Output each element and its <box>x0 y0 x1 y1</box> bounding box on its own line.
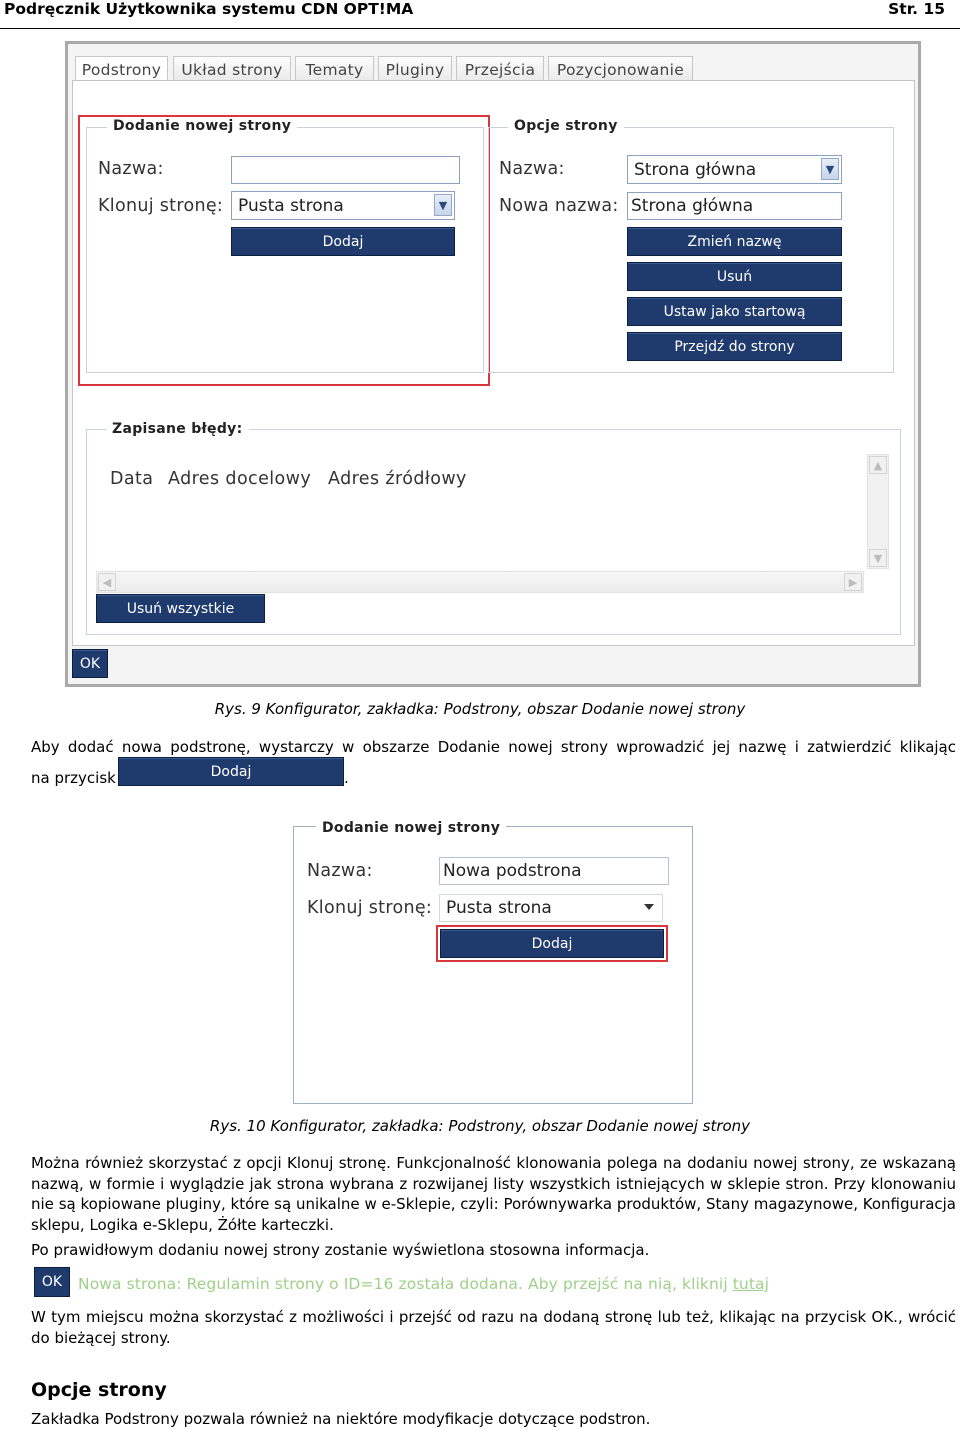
add-button[interactable]: Dodaj <box>231 227 455 256</box>
page-options-legend: Opcje strony <box>508 118 624 134</box>
paragraph-options: Zakładka Podstrony pozwala również na niektóre modyfikacje dotyczące podstron. <box>31 1410 651 1428</box>
page-select-value: Strona główna <box>634 159 757 180</box>
inline-add-button: Dodaj <box>118 757 344 786</box>
add-page-legend-2: Dodanie nowej strony <box>316 820 506 836</box>
column-date[interactable]: Data <box>110 469 154 489</box>
page-number: Str. 15 <box>888 0 945 18</box>
name-input-2[interactable]: Nowa podstrona <box>439 857 669 885</box>
name-label-2: Nazwa: <box>307 861 373 881</box>
rename-button[interactable]: Zmień nazwę <box>627 227 842 256</box>
section-heading: Opcje strony <box>31 1379 167 1401</box>
chevron-down-icon[interactable]: ▼ <box>434 194 452 216</box>
tab-tematy[interactable]: Tematy <box>295 56 374 82</box>
info-message <box>78 1275 769 1293</box>
paragraph-add-page-cont: na przycisk <box>31 769 116 787</box>
info-ok-button[interactable]: OK <box>34 1267 70 1297</box>
tab-pluginy[interactable]: Pluginy <box>378 56 452 82</box>
info-link[interactable]: tutaj <box>732 1275 770 1293</box>
page-select[interactable] <box>627 155 842 184</box>
add-button-2[interactable]: Dodaj <box>440 929 664 958</box>
delete-all-button[interactable]: Usuń wszystkie <box>96 594 265 623</box>
tab-pozycjonowanie[interactable]: Pozycjonowanie <box>548 56 693 82</box>
name-label: Nazwa: <box>98 159 164 179</box>
delete-button[interactable]: Usuń <box>627 262 842 291</box>
header-divider <box>0 28 960 29</box>
errors-legend: Zapisane błędy: <box>106 421 249 437</box>
chevron-down-icon[interactable]: ▼ <box>821 158 839 180</box>
vertical-scrollbar[interactable] <box>867 454 889 569</box>
paragraph-navigate: W tym miejscu można skorzystać z możliwości i przejść od razu na dodaną stronę lub też, klikając na przycisk OK., wrócić do bieżącej strony. <box>31 1308 956 1347</box>
column-target-address[interactable]: Adres docelowy <box>168 469 312 489</box>
options-name-label: Nazwa: <box>499 159 565 179</box>
scroll-right-icon[interactable]: ▶ <box>844 573 862 591</box>
column-source-address[interactable]: Adres źródłowy <box>328 469 467 489</box>
info-message-text: Nowa strona: Regulamin strony o ID=16 została dodana. Aby przejść na nią, kliknij <box>78 1275 733 1293</box>
paragraph-add-page: Aby dodać nowa podstronę, wystarczy w obszarze Dodanie nowej strony wprowadzić jej nazwę i zatwierdzić klikając <box>31 738 956 756</box>
clone-select-2[interactable] <box>439 894 663 922</box>
document-title: Podręcznik Użytkownika systemu CDN OPT!MA <box>4 0 414 18</box>
scroll-left-icon[interactable]: ◀ <box>98 573 116 591</box>
figure-caption-9: Rys. 9 Konfigurator, zakładka: Podstrony, obszar Dodanie nowej strony <box>214 700 746 718</box>
new-name-label: Nowa nazwa: <box>499 196 619 216</box>
clone-select-2-value: Pusta strona <box>446 898 552 918</box>
clone-label-2: Klonuj stronę: <box>307 898 433 918</box>
highlight-frame <box>78 115 490 386</box>
tab-przejscia[interactable]: Przejścia <box>456 56 544 82</box>
caret-down-icon[interactable] <box>644 904 654 910</box>
add-page-legend: Dodanie nowej strony <box>107 118 297 134</box>
new-name-input[interactable]: Strona główna <box>627 192 842 220</box>
set-start-button[interactable]: Ustaw jako startową <box>627 297 842 326</box>
go-to-page-button[interactable]: Przejdź do strony <box>627 332 842 361</box>
tab-podstrony[interactable]: Podstrony <box>75 56 168 83</box>
scroll-down-icon[interactable]: ▼ <box>869 549 887 567</box>
scroll-up-icon[interactable]: ▲ <box>869 456 887 474</box>
paragraph-info: Po prawidłowym dodaniu nowej strony zostanie wyświetlona stosowna informacja. <box>31 1241 650 1259</box>
clone-label: Klonuj stronę: <box>98 196 224 216</box>
figure-caption-10: Rys. 10 Konfigurator, zakładka: Podstrony, obszar Dodanie nowej strony <box>209 1117 751 1135</box>
paragraph-add-page-end: . <box>344 769 349 787</box>
clone-select-value: Pusta strona <box>238 195 344 216</box>
tab-uklad-strony[interactable]: Układ strony <box>173 56 291 82</box>
ok-button[interactable]: OK <box>72 649 108 678</box>
paragraph-clone: Można również skorzystać z opcji Klonuj stronę. Funkcjonalność klonowania polega na dodaniu nowej strony, ze wskazaną nazwą, w formie i wyglądzie jak strona wybrana z rozwijanej listy wszystkich istniejących w sklepie stron. Przy klonowaniu nie są kopiowane pluginy, które są unikalne w e-Sklepie, czyli: Porównywarka produktów, Stany magazynowe, Konfiguracja sklepu, Logika e-Sklepu, Żółte karteczki. <box>31 1154 956 1234</box>
horizontal-scrollbar[interactable] <box>96 571 864 593</box>
